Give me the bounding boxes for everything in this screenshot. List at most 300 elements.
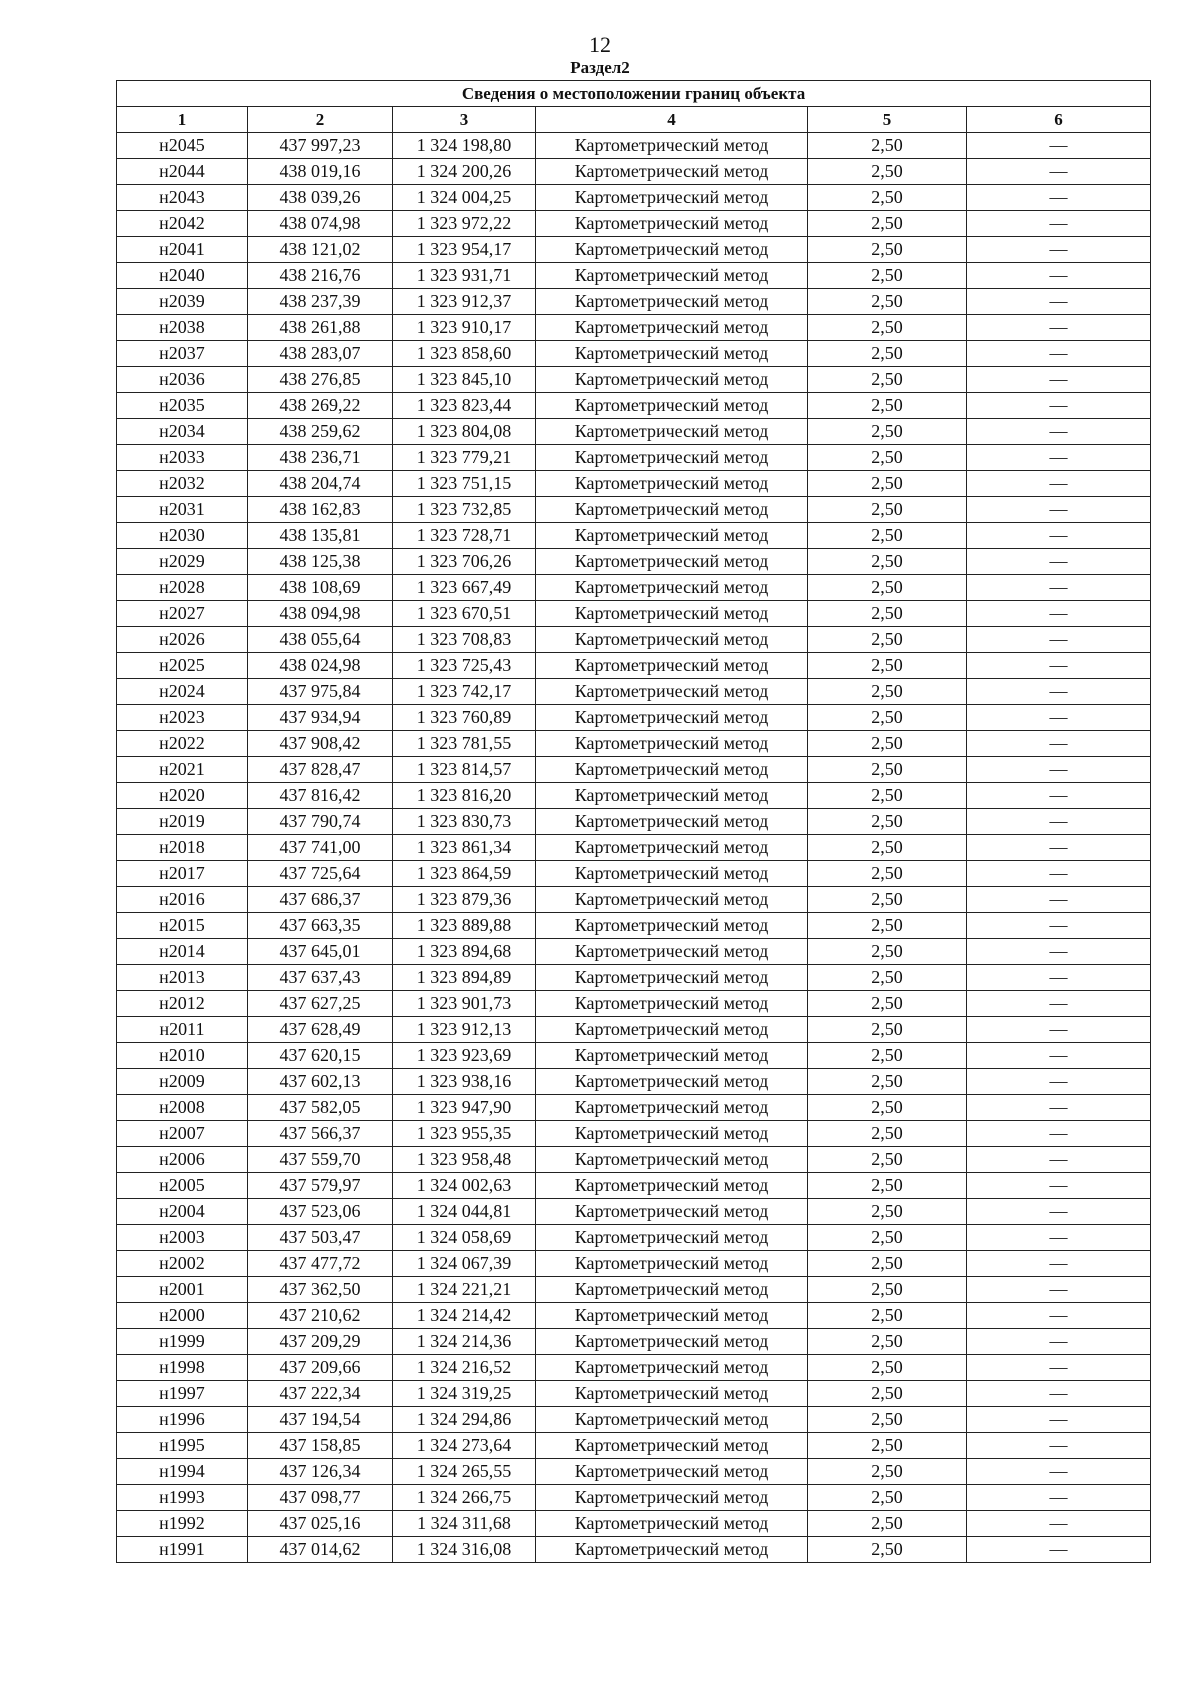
accuracy-cell: 2,50 [808,393,967,419]
x-coordinate-cell: 437 098,77 [248,1485,393,1511]
method-cell: Картометрический метод [536,1511,808,1537]
description-cell: — [967,939,1151,965]
accuracy-cell: 2,50 [808,159,967,185]
method-cell: Картометрический метод [536,1329,808,1355]
accuracy-cell: 2,50 [808,1069,967,1095]
x-coordinate-cell: 437 559,70 [248,1147,393,1173]
description-cell: — [967,679,1151,705]
y-coordinate-cell: 1 323 864,59 [393,861,536,887]
point-id-cell: н2044 [117,159,248,185]
x-coordinate-cell: 437 628,49 [248,1017,393,1043]
table-caption-row [117,81,1151,107]
x-coordinate-cell: 438 108,69 [248,575,393,601]
point-id-cell: н2008 [117,1095,248,1121]
y-coordinate-cell: 1 323 725,43 [393,653,536,679]
method-cell: Картометрический метод [536,809,808,835]
y-coordinate-cell: 1 324 311,68 [393,1511,536,1537]
point-id-cell: н2007 [117,1121,248,1147]
point-id-cell: н2028 [117,575,248,601]
table-row [117,237,1151,263]
description-cell: — [967,1043,1151,1069]
y-coordinate-cell: 1 323 823,44 [393,393,536,419]
table-row [117,809,1151,835]
table-row [117,1511,1151,1537]
point-id-cell: н2020 [117,783,248,809]
point-id-cell: н2033 [117,445,248,471]
accuracy-cell: 2,50 [808,1095,967,1121]
description-cell: — [967,211,1151,237]
y-coordinate-cell: 1 323 732,85 [393,497,536,523]
accuracy-cell: 2,50 [808,1485,967,1511]
description-cell: — [967,1225,1151,1251]
table-row [117,471,1151,497]
x-coordinate-cell: 437 210,62 [248,1303,393,1329]
x-coordinate-cell: 438 269,22 [248,393,393,419]
description-cell: — [967,1277,1151,1303]
method-cell: Картометрический метод [536,1043,808,1069]
description-cell: — [967,1121,1151,1147]
method-cell: Картометрический метод [536,653,808,679]
accuracy-cell: 2,50 [808,471,967,497]
table-row [117,159,1151,185]
method-cell: Картометрический метод [536,991,808,1017]
description-cell: — [967,159,1151,185]
point-id-cell: н2024 [117,679,248,705]
point-id-cell: н2013 [117,965,248,991]
description-cell: — [967,1511,1151,1537]
x-coordinate-cell: 438 162,83 [248,497,393,523]
method-cell: Картометрический метод [536,1095,808,1121]
accuracy-cell: 2,50 [808,1537,967,1563]
table-caption: Сведения о местоположении границ объекта [117,81,1151,107]
x-coordinate-cell: 437 602,13 [248,1069,393,1095]
y-coordinate-cell: 1 323 938,16 [393,1069,536,1095]
method-cell: Картометрический метод [536,367,808,393]
description-cell: — [967,185,1151,211]
method-cell: Картометрический метод [536,497,808,523]
method-cell: Картометрический метод [536,913,808,939]
x-coordinate-cell: 438 216,76 [248,263,393,289]
point-id-cell: н2018 [117,835,248,861]
point-id-cell: н2034 [117,419,248,445]
y-coordinate-cell: 1 323 958,48 [393,1147,536,1173]
y-coordinate-cell: 1 323 894,68 [393,939,536,965]
method-cell: Картометрический метод [536,523,808,549]
accuracy-cell: 2,50 [808,1199,967,1225]
description-cell: — [967,705,1151,731]
x-coordinate-cell: 437 934,94 [248,705,393,731]
accuracy-cell: 2,50 [808,1407,967,1433]
y-coordinate-cell: 1 323 923,69 [393,1043,536,1069]
accuracy-cell: 2,50 [808,1329,967,1355]
accuracy-cell: 2,50 [808,367,967,393]
x-coordinate-cell: 438 236,71 [248,445,393,471]
description-cell: — [967,523,1151,549]
y-coordinate-cell: 1 324 294,86 [393,1407,536,1433]
point-id-cell: н2042 [117,211,248,237]
method-cell: Картометрический метод [536,601,808,627]
description-cell: — [967,445,1151,471]
x-coordinate-cell: 437 362,50 [248,1277,393,1303]
x-coordinate-cell: 437 503,47 [248,1225,393,1251]
point-id-cell: н1992 [117,1511,248,1537]
x-coordinate-cell: 437 194,54 [248,1407,393,1433]
method-cell: Картометрический метод [536,1407,808,1433]
accuracy-cell: 2,50 [808,1277,967,1303]
accuracy-cell: 2,50 [808,627,967,653]
table-row [117,1095,1151,1121]
table-row [117,315,1151,341]
point-id-cell: н2014 [117,939,248,965]
description-cell: — [967,1303,1151,1329]
table-row [117,211,1151,237]
x-coordinate-cell: 438 237,39 [248,289,393,315]
point-id-cell: н2006 [117,1147,248,1173]
accuracy-cell: 2,50 [808,211,967,237]
method-cell: Картометрический метод [536,1537,808,1563]
table-row [117,289,1151,315]
accuracy-cell: 2,50 [808,1511,967,1537]
method-cell: Картометрический метод [536,1069,808,1095]
y-coordinate-cell: 1 323 861,34 [393,835,536,861]
point-id-cell: н2026 [117,627,248,653]
description-cell: — [967,861,1151,887]
x-coordinate-cell: 438 074,98 [248,211,393,237]
point-id-cell: н2035 [117,393,248,419]
accuracy-cell: 2,50 [808,133,967,159]
accuracy-cell: 2,50 [808,237,967,263]
table-row [117,1121,1151,1147]
description-cell: — [967,809,1151,835]
table-row [117,1407,1151,1433]
accuracy-cell: 2,50 [808,575,967,601]
description-cell: — [967,263,1151,289]
description-cell: — [967,1485,1151,1511]
y-coordinate-cell: 1 324 214,36 [393,1329,536,1355]
column-number: 1 [117,107,248,133]
point-id-cell: н2027 [117,601,248,627]
y-coordinate-cell: 1 324 198,80 [393,133,536,159]
description-cell: — [967,731,1151,757]
x-coordinate-cell: 437 790,74 [248,809,393,835]
description-cell: — [967,471,1151,497]
accuracy-cell: 2,50 [808,913,967,939]
y-coordinate-cell: 1 323 742,17 [393,679,536,705]
y-coordinate-cell: 1 324 004,25 [393,185,536,211]
table-row [117,367,1151,393]
y-coordinate-cell: 1 323 955,35 [393,1121,536,1147]
table-row [117,1537,1151,1563]
y-coordinate-cell: 1 324 044,81 [393,1199,536,1225]
method-cell: Картометрический метод [536,731,808,757]
accuracy-cell: 2,50 [808,887,967,913]
page-number: 12 [589,32,611,57]
accuracy-cell: 2,50 [808,757,967,783]
accuracy-cell: 2,50 [808,1459,967,1485]
x-coordinate-cell: 438 039,26 [248,185,393,211]
method-cell: Картометрический метод [536,1225,808,1251]
description-cell: — [967,601,1151,627]
x-coordinate-cell: 438 276,85 [248,367,393,393]
accuracy-cell: 2,50 [808,705,967,731]
y-coordinate-cell: 1 323 779,21 [393,445,536,471]
table-row [117,263,1151,289]
point-id-cell: н2038 [117,315,248,341]
accuracy-cell: 2,50 [808,835,967,861]
x-coordinate-cell: 437 579,97 [248,1173,393,1199]
table-row [117,1329,1151,1355]
description-cell: — [967,991,1151,1017]
x-coordinate-cell: 438 121,02 [248,237,393,263]
method-cell: Картометрический метод [536,757,808,783]
point-id-cell: н1999 [117,1329,248,1355]
point-id-cell: н2032 [117,471,248,497]
x-coordinate-cell: 437 908,42 [248,731,393,757]
table-row [117,627,1151,653]
accuracy-cell: 2,50 [808,549,967,575]
accuracy-cell: 2,50 [808,939,967,965]
point-id-cell: н2016 [117,887,248,913]
method-cell: Картометрический метод [536,1459,808,1485]
description-cell: — [967,835,1151,861]
column-number: 2 [248,107,393,133]
method-cell: Картометрический метод [536,1433,808,1459]
description-cell: — [967,419,1151,445]
y-coordinate-cell: 1 323 751,15 [393,471,536,497]
point-id-cell: н2041 [117,237,248,263]
method-cell: Картометрический метод [536,1251,808,1277]
point-id-cell: н2043 [117,185,248,211]
point-id-cell: н1994 [117,1459,248,1485]
table-row [117,887,1151,913]
accuracy-cell: 2,50 [808,861,967,887]
y-coordinate-cell: 1 324 316,08 [393,1537,536,1563]
x-coordinate-cell: 438 261,88 [248,315,393,341]
table-row [117,1251,1151,1277]
x-coordinate-cell: 437 126,34 [248,1459,393,1485]
accuracy-cell: 2,50 [808,991,967,1017]
table-row [117,913,1151,939]
description-cell: — [967,627,1151,653]
accuracy-cell: 2,50 [808,1355,967,1381]
method-cell: Картометрический метод [536,393,808,419]
y-coordinate-cell: 1 324 067,39 [393,1251,536,1277]
accuracy-cell: 2,50 [808,289,967,315]
description-cell: — [967,1199,1151,1225]
x-coordinate-cell: 437 816,42 [248,783,393,809]
point-id-cell: н2023 [117,705,248,731]
x-coordinate-cell: 437 014,62 [248,1537,393,1563]
point-id-cell: н1998 [117,1355,248,1381]
description-cell: — [967,887,1151,913]
y-coordinate-cell: 1 323 954,17 [393,237,536,263]
y-coordinate-cell: 1 323 910,17 [393,315,536,341]
y-coordinate-cell: 1 324 221,21 [393,1277,536,1303]
accuracy-cell: 2,50 [808,1303,967,1329]
table-row [117,1433,1151,1459]
x-coordinate-cell: 438 019,16 [248,159,393,185]
method-cell: Картометрический метод [536,861,808,887]
point-id-cell: н2030 [117,523,248,549]
point-id-cell: н2036 [117,367,248,393]
table-row [117,1173,1151,1199]
y-coordinate-cell: 1 323 947,90 [393,1095,536,1121]
table-row [117,575,1151,601]
x-coordinate-cell: 437 209,66 [248,1355,393,1381]
method-cell: Картометрический метод [536,1303,808,1329]
x-coordinate-cell: 438 024,98 [248,653,393,679]
description-cell: — [967,965,1151,991]
x-coordinate-cell: 437 620,15 [248,1043,393,1069]
method-cell: Картометрический метод [536,965,808,991]
table-row [117,1017,1151,1043]
point-id-cell: н2037 [117,341,248,367]
accuracy-cell: 2,50 [808,679,967,705]
method-cell: Картометрический метод [536,783,808,809]
x-coordinate-cell: 437 637,43 [248,965,393,991]
point-id-cell: н1996 [117,1407,248,1433]
accuracy-cell: 2,50 [808,185,967,211]
point-id-cell: н2002 [117,1251,248,1277]
point-id-cell: н2005 [117,1173,248,1199]
table-row [117,445,1151,471]
table-row [117,731,1151,757]
method-cell: Картометрический метод [536,471,808,497]
accuracy-cell: 2,50 [808,1121,967,1147]
accuracy-cell: 2,50 [808,601,967,627]
method-cell: Картометрический метод [536,549,808,575]
section-title: Раздел2 [570,58,630,77]
x-coordinate-cell: 437 627,25 [248,991,393,1017]
y-coordinate-cell: 1 323 816,20 [393,783,536,809]
y-coordinate-cell: 1 323 912,37 [393,289,536,315]
accuracy-cell: 2,50 [808,1043,967,1069]
x-coordinate-cell: 438 125,38 [248,549,393,575]
table-row [117,1303,1151,1329]
method-cell: Картометрический метод [536,419,808,445]
table-row [117,653,1151,679]
x-coordinate-cell: 437 222,34 [248,1381,393,1407]
table-row [117,939,1151,965]
point-id-cell: н2021 [117,757,248,783]
table-row [117,549,1151,575]
y-coordinate-cell: 1 323 912,13 [393,1017,536,1043]
y-coordinate-cell: 1 324 319,25 [393,1381,536,1407]
point-id-cell: н2045 [117,133,248,159]
accuracy-cell: 2,50 [808,497,967,523]
y-coordinate-cell: 1 323 706,26 [393,549,536,575]
boundary-coordinates-table [116,80,1151,1563]
accuracy-cell: 2,50 [808,315,967,341]
method-cell: Картометрический метод [536,263,808,289]
x-coordinate-cell: 437 645,01 [248,939,393,965]
description-cell: — [967,653,1151,679]
method-cell: Картометрический метод [536,159,808,185]
method-cell: Картометрический метод [536,1121,808,1147]
accuracy-cell: 2,50 [808,965,967,991]
table-row [117,1069,1151,1095]
x-coordinate-cell: 438 283,07 [248,341,393,367]
column-number-row [117,107,1151,133]
y-coordinate-cell: 1 323 931,71 [393,263,536,289]
table-row [117,1485,1151,1511]
point-id-cell: н2010 [117,1043,248,1069]
x-coordinate-cell: 438 204,74 [248,471,393,497]
table-row [117,393,1151,419]
x-coordinate-cell: 437 663,35 [248,913,393,939]
table-row [117,783,1151,809]
point-id-cell: н1993 [117,1485,248,1511]
x-coordinate-cell: 438 055,64 [248,627,393,653]
y-coordinate-cell: 1 323 889,88 [393,913,536,939]
method-cell: Картометрический метод [536,705,808,731]
point-id-cell: н2019 [117,809,248,835]
description-cell: — [967,1407,1151,1433]
table-row [117,861,1151,887]
table-row [117,835,1151,861]
method-cell: Картометрический метод [536,1355,808,1381]
y-coordinate-cell: 1 324 002,63 [393,1173,536,1199]
accuracy-cell: 2,50 [808,1381,967,1407]
x-coordinate-cell: 437 582,05 [248,1095,393,1121]
y-coordinate-cell: 1 323 879,36 [393,887,536,913]
point-id-cell: н2009 [117,1069,248,1095]
accuracy-cell: 2,50 [808,809,967,835]
accuracy-cell: 2,50 [808,1251,967,1277]
method-cell: Картометрический метод [536,185,808,211]
point-id-cell: н1997 [117,1381,248,1407]
description-cell: — [967,1459,1151,1485]
y-coordinate-cell: 1 323 728,71 [393,523,536,549]
accuracy-cell: 2,50 [808,731,967,757]
table-row [117,1277,1151,1303]
method-cell: Картометрический метод [536,211,808,237]
method-cell: Картометрический метод [536,627,808,653]
point-id-cell: н2011 [117,1017,248,1043]
y-coordinate-cell: 1 323 670,51 [393,601,536,627]
x-coordinate-cell: 438 094,98 [248,601,393,627]
accuracy-cell: 2,50 [808,263,967,289]
y-coordinate-cell: 1 323 901,73 [393,991,536,1017]
table-row [117,419,1151,445]
method-cell: Картометрический метод [536,445,808,471]
y-coordinate-cell: 1 323 894,89 [393,965,536,991]
y-coordinate-cell: 1 323 972,22 [393,211,536,237]
accuracy-cell: 2,50 [808,523,967,549]
table-row [117,1147,1151,1173]
method-cell: Картометрический метод [536,679,808,705]
point-id-cell: н1995 [117,1433,248,1459]
accuracy-cell: 2,50 [808,783,967,809]
point-id-cell: н2040 [117,263,248,289]
table-row [117,1355,1151,1381]
y-coordinate-cell: 1 323 858,60 [393,341,536,367]
description-cell: — [967,757,1151,783]
y-coordinate-cell: 1 324 058,69 [393,1225,536,1251]
accuracy-cell: 2,50 [808,653,967,679]
table-row [117,1459,1151,1485]
description-cell: — [967,237,1151,263]
method-cell: Картометрический метод [536,1147,808,1173]
y-coordinate-cell: 1 323 845,10 [393,367,536,393]
description-cell: — [967,341,1151,367]
accuracy-cell: 2,50 [808,1433,967,1459]
x-coordinate-cell: 437 741,00 [248,835,393,861]
table-row [117,185,1151,211]
x-coordinate-cell: 437 477,72 [248,1251,393,1277]
table-row [117,601,1151,627]
method-cell: Картометрический метод [536,315,808,341]
